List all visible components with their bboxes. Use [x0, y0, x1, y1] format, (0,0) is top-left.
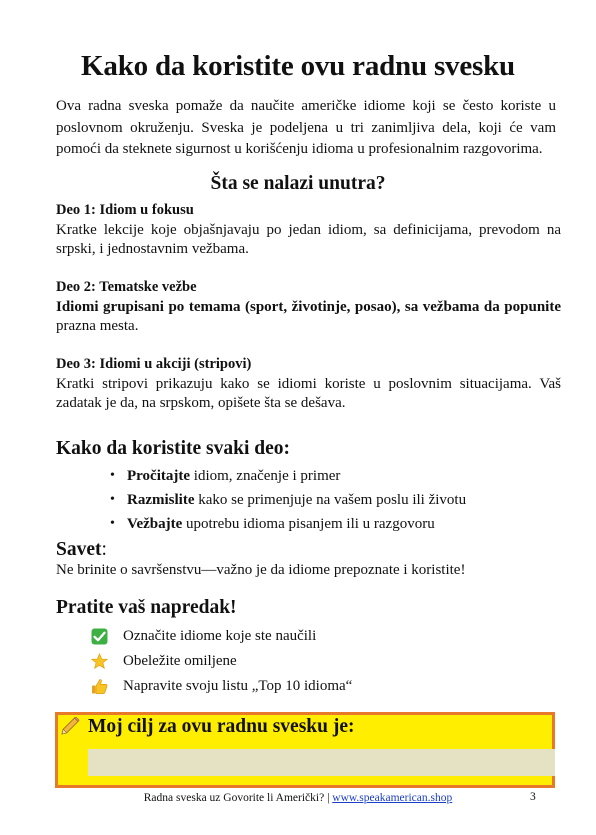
page-title: Kako da koristite ovu radnu svesku	[81, 50, 515, 82]
star-icon	[91, 653, 108, 670]
check-mark-icon	[91, 628, 108, 645]
intro-paragraph: Ova radna sveska pomaže da naučite američke idiome koji se često koriste u poslovnom okruženju. Sveska je podeljena u tri zanimljiva dela, koji će vam pomoći da steknete sigurnost u korišćenju idioma u profesionalnim razgovorima.	[56, 98, 556, 157]
goal-input-field[interactable]	[88, 749, 555, 776]
list-item: • Vežbajte upotrebu idioma pisanjem ili u razgovoru	[107, 512, 466, 536]
goal-box	[55, 712, 555, 788]
how-to-use-heading: Kako da koristite svaki deo:	[56, 438, 291, 459]
part-2-body	[56, 298, 561, 337]
page-number: 3	[530, 791, 536, 803]
pencil-icon	[60, 717, 82, 737]
tip-text: Ne brinite o savršenstvu—važno je da idiome prepoznate i koristite!	[56, 562, 466, 578]
part-3-body: Kratki stripovi prikazuju kako se idiomi koriste u poslovnim situacijama. Vaš zadatak je da, na srpskom, opišete šta se dešava.	[56, 375, 561, 411]
whats-inside-heading: Šta se nalazi unutra?	[210, 173, 386, 194]
list-item: Označite idiome koje ste naučili	[91, 624, 352, 649]
page-footer: Radna sveska uz Govorite li Američki? | www.speakamerican.shop	[143, 792, 453, 804]
list-item: Napravite svoju listu „Top 10 idioma“	[91, 674, 352, 699]
part-2-body-rest: prazna mesta.	[56, 318, 139, 334]
list-item: • Pročitajte idiom, značenje i primer	[107, 464, 466, 488]
bullet-icon: •	[110, 516, 115, 531]
progress-list	[91, 624, 352, 699]
list-item: Obeležite omiljene	[91, 649, 352, 674]
how-to-use-list	[107, 464, 466, 536]
bullet-icon: •	[110, 492, 115, 507]
part-2-title: Deo 2: Tematske vežbe	[56, 279, 197, 295]
progress-heading: Pratite vaš napredak!	[56, 597, 237, 618]
tip-label: Savet:	[56, 539, 107, 560]
part-1-title: Deo 1: Idiom u fokusu	[56, 202, 194, 218]
list-item: • Razmislite kako se primenjuje na vašem poslu ili životu	[107, 488, 466, 512]
goal-heading: Moj cilj za ovu radnu svesku je:	[88, 716, 355, 737]
thumbs-up-icon	[91, 678, 108, 695]
part-1	[56, 201, 561, 260]
part-2-body-bold: Idiomi grupisani po temama (sport, životinje, posao), sa vežbama da popunite	[56, 298, 561, 315]
part-3-title: Deo 3: Idiomi u akciji (stripovi)	[56, 356, 252, 372]
website-link[interactable]: www.speakamerican.shop	[332, 792, 453, 804]
part-1-body: Kratke lekcije koje objašnjavaju po jedan idiom, sa definicijama, prevodom na srpski, i jednostavnim vežbama.	[56, 221, 561, 257]
part-3	[56, 355, 561, 414]
bullet-icon: •	[110, 468, 115, 483]
part-2	[56, 278, 561, 337]
